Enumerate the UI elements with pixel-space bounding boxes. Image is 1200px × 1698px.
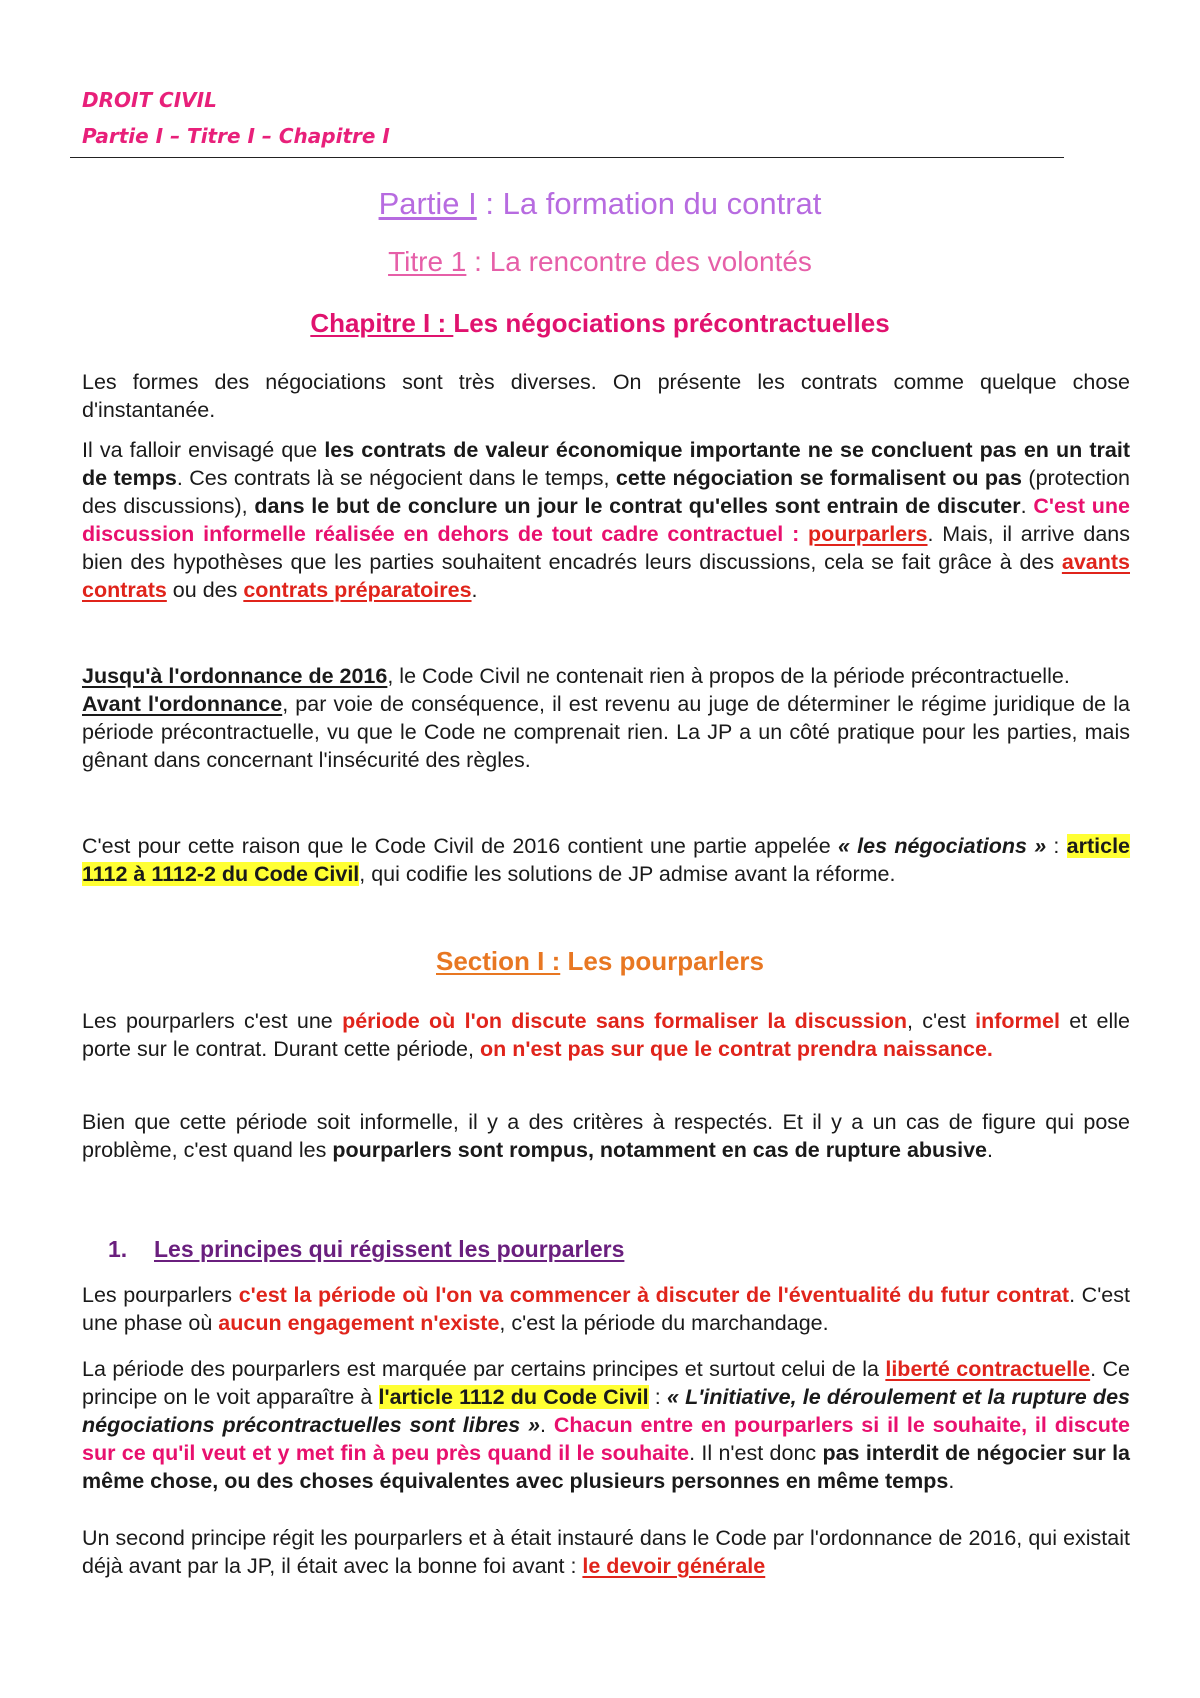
text: . [540, 1413, 554, 1437]
paragraph-rupture [82, 1108, 1130, 1164]
bold-text: pourparlers sont rompus, notamment en cas de rupture abusive [332, 1138, 988, 1162]
term-pourparlers: pourparlers [808, 522, 928, 546]
text: : [648, 1385, 667, 1409]
chapitre-label: Chapitre I : [310, 308, 454, 338]
pink-emphasis: Chacun entre en pourparlers si il le souhaite, il discute sur ce qu'il veut et y met fin à peu près quand il le souhaite [82, 1413, 1130, 1465]
text: , le Code Civil ne contenait rien à propos de la période précontractuelle. [387, 664, 1070, 688]
quote: « les négociations » [837, 834, 1047, 858]
bold-underline-text: Avant l'ordonnance [82, 692, 283, 716]
section-text: Les pourparlers [560, 946, 764, 976]
header-course: DROIT CIVIL [82, 88, 217, 112]
text: Les pourparlers c'est une [82, 1009, 343, 1033]
quote: « L'initiative, le déroulement et la rupture des négociations précontractuelles sont libres » [82, 1385, 1130, 1437]
paragraph-second-principe [82, 1524, 1130, 1580]
bold-text: cette négociation se formalisent ou pas [615, 466, 1022, 490]
section-title [0, 946, 1200, 977]
header-part: Partie I – Titre I – Chapitre I [82, 124, 390, 148]
text: (protection des discussions), [82, 466, 1130, 518]
partie-title [0, 186, 1200, 222]
text: . Ces contrats là se négocient dans le temps, [176, 466, 616, 490]
paragraph-ordonnance [82, 662, 1130, 774]
text: , par voie de conséquence, il est revenu au juge de déterminer le régime juridique de la période précontractuelle, vu que le Code ne comprenait rien. La JP a un côté pratique pour les parties, mais gênant dans concernant l'insécurité des règles. [82, 692, 1130, 772]
bold-text: les contrats de valeur économique importante ne se concluent pas en un trait de temps [82, 438, 1131, 490]
pink-emphasis: C'est une discussion informelle réalisée en dehors de tout cadre contractuel : [82, 494, 1130, 546]
red-emphasis: informel [975, 1009, 1060, 1033]
highlighted-article: article 1112 à 1112-2 du Code Civil [82, 834, 1131, 886]
paragraph-negociation [82, 436, 1130, 604]
text: . [1020, 494, 1034, 518]
text: Bien que cette période soit informelle, il y a des critères à respectés. Et il y a un cas de figure qui pose problème, c'est quand les [82, 1110, 1130, 1162]
term-devoir-generale: le devoir générale [582, 1554, 766, 1578]
term-contrats-preparatoires: contrats préparatoires [243, 578, 472, 602]
text: Les pourparlers [82, 1283, 239, 1307]
term-liberte-contractuelle: liberté contractuelle [885, 1357, 1091, 1381]
section-label: Section I : [436, 946, 561, 976]
text: La période des pourparlers est marquée par certains principes et surtout celui de la [82, 1357, 886, 1381]
bold-text: pas interdit de négocier sur la même chose, ou des choses équivalentes avec plusieurs personnes en même temps [82, 1441, 1130, 1493]
text: . [471, 578, 478, 602]
subheading-text: Les principes qui régissent les pourparlers [154, 1236, 625, 1262]
titre-title [0, 246, 1200, 278]
subheading-principes [108, 1236, 624, 1263]
text: . [987, 1138, 993, 1162]
text: . C'est une phase où [82, 1283, 1130, 1335]
header-divider [70, 157, 1064, 158]
bold-text: dans le but de conclure un jour le contrat qu'elles sont entrain de discuter [254, 494, 1021, 518]
text: et elle porte sur le contrat. Durant cette période, [82, 1009, 1130, 1061]
subheading-number: 1. [108, 1236, 128, 1262]
titre-label: Titre 1 [388, 246, 467, 277]
paragraph-intro: Les formes des négociations sont très diverses. On présente les contrats comme quelque chose d'instantanée. [82, 370, 1130, 422]
text: . Ce principe on le voit apparaître à [82, 1357, 1130, 1409]
text: : [1046, 834, 1067, 858]
text: Il va falloir envisagé que [82, 438, 325, 462]
red-emphasis: c'est la période où l'on va commencer à discuter de l'éventualité du futur contrat [238, 1283, 1070, 1307]
partie-text: : La formation du contrat [476, 186, 822, 221]
text: , qui codifie les solutions de JP admise avant la réforme. [359, 862, 896, 886]
running-header [82, 82, 390, 154]
titre-text: : La rencontre des volontés [466, 246, 812, 277]
text: , c'est [906, 1009, 976, 1033]
red-emphasis: période où l'on discute sans formaliser la discussion [342, 1009, 907, 1033]
text: . Mais, il arrive dans bien des hypothèses que les parties souhaitent encadrés leurs discussions, cela se fait grâce à des [82, 522, 1130, 574]
paragraph-liberte [82, 1355, 1130, 1495]
paragraph-marchandage [82, 1281, 1130, 1337]
text: C'est pour cette raison que le Code Civil de 2016 contient une partie appelée [82, 834, 838, 858]
bold-underline-text: Jusqu'à l'ordonnance de 2016 [82, 664, 388, 688]
highlighted-article: l'article 1112 du Code Civil [378, 1385, 649, 1409]
partie-label: Partie I [378, 186, 477, 221]
term-avants-contrats: avants contrats [82, 550, 1130, 602]
text: Un second principe régit les pourparlers et à était instauré dans le Code par l'ordonnance de 2016, qui existait déjà avant par la JP, il était avec la bonne foi avant : [82, 1526, 1130, 1578]
red-emphasis: aucun engagement n'existe [218, 1311, 500, 1335]
paragraph-code-civil [82, 832, 1130, 888]
text: . Il n'est donc [689, 1441, 823, 1465]
text: ou des [166, 578, 244, 602]
text: . [948, 1469, 955, 1493]
chapitre-title [0, 308, 1200, 339]
text: , c'est la période du marchandage. [499, 1311, 829, 1335]
red-emphasis: on n'est pas sur que le contrat prendra naissance. [479, 1037, 993, 1061]
paragraph-pourparlers-definition [82, 1007, 1130, 1063]
chapitre-text: Les négociations précontractuelles [453, 308, 890, 338]
